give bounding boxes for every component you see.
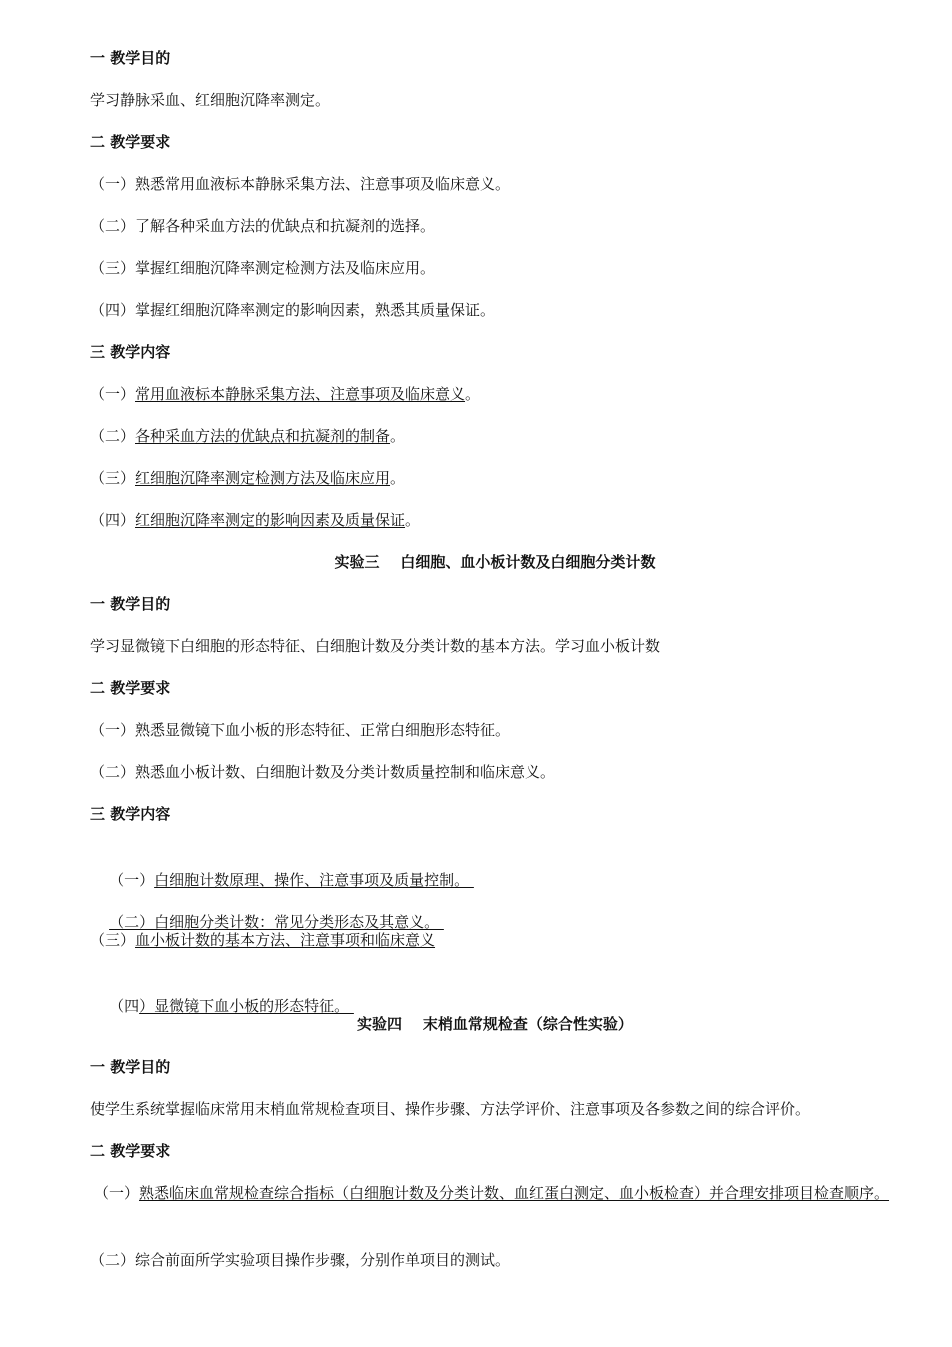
requirement-item: （一）熟悉常用血液标本静脉采集方法、注意事项及临床意义。: [90, 175, 511, 193]
content-item-prefix: （一）: [109, 871, 155, 889]
requirement-item: （一）熟悉显微镜下血小板的形态特征、正常白细胞形态特征。: [90, 721, 511, 739]
content-item: [90, 382, 480, 406]
content-item-prefix: （二）: [90, 427, 136, 445]
requirement-item: （二）了解各种采血方法的优缺点和抗凝剂的选择。: [90, 217, 436, 235]
content-item: [90, 844, 474, 889]
requirement-heading: 二 教学要求: [90, 133, 171, 151]
objective-heading: 一 教学目的: [90, 1058, 171, 1076]
content-item-text: 常用血液标本静脉采集方法、注意事项及临床意义: [135, 385, 466, 403]
objective-heading: 一 教学目的: [90, 49, 171, 67]
content-item-text: 白细胞计数原理、操作、注意事项及质量控制。: [154, 871, 474, 889]
content-item-suffix: 。: [390, 469, 406, 487]
objective-text: 使学生系统掌握临床常用末梢血常规检查项目、操作步骤、方法学评价、注意事项及各参数之间的综合评价。: [90, 1100, 811, 1118]
content-item-text: 各种采血方法的优缺点和抗凝剂的制备: [135, 427, 391, 445]
content-item: [90, 466, 405, 490]
content-item-text: 血小板计数的基本方法、注意事项和临床意义: [135, 931, 436, 949]
content-heading: 三 教学内容: [90, 805, 171, 823]
content-heading: 三 教学内容: [90, 343, 171, 361]
requirement-heading: 二 教学要求: [90, 1142, 171, 1160]
objective-heading: 一 教学目的: [90, 595, 171, 613]
content-item: [90, 424, 405, 448]
content-item-text: ）显微镜下血小板的形态特征。: [139, 997, 354, 1015]
requirement-item: （三）掌握红细胞沉降率测定检测方法及临床应用。: [90, 259, 436, 277]
content-item-prefix: （四）: [90, 511, 136, 529]
content-item-text: 红细胞沉降率测定的影响因素及质量保证: [135, 511, 406, 529]
experiment-4-title: 实验四 末梢血常规检查（综合性实验）: [357, 1015, 633, 1033]
objective-text: 学习显微镜下白细胞的形态特征、白细胞计数及分类计数的基本方法。学习血小板计数: [90, 637, 661, 655]
requirement-item-prefix: （一）: [94, 1184, 140, 1202]
requirement-item-text: 熟悉临床血常规检查综合指标（白细胞计数及分类计数、血红蛋白测定、血小板检查）并合理安排项目检查顺序。: [139, 1184, 890, 1202]
content-item-prefix: （四: [109, 997, 140, 1015]
content-item: [90, 508, 420, 532]
requirement-heading: 二 教学要求: [90, 679, 171, 697]
content-item-prefix: （三）: [90, 469, 136, 487]
content-item-text: 红细胞沉降率测定检测方法及临床应用: [135, 469, 391, 487]
content-item-suffix: 。: [405, 511, 421, 529]
requirement-item: （四）掌握红细胞沉降率测定的影响因素，熟悉其质量保证。: [90, 301, 496, 319]
content-item-suffix: 。: [465, 385, 481, 403]
requirement-item: （二）综合前面所学实验项目操作步骤，分别作单项目的测试。: [90, 1251, 511, 1269]
content-item-prefix: （一）: [90, 385, 136, 403]
content-item: [90, 928, 435, 952]
requirement-item: [56, 1180, 902, 1207]
content-item-suffix: 。: [390, 427, 406, 445]
content-item-text: （二）白细胞分类计数：常见分类形态及其意义。: [109, 913, 444, 931]
requirement-item: （二）熟悉血小板计数、白细胞计数及分类计数质量控制和临床意义。: [90, 763, 556, 781]
content-item: [90, 886, 444, 931]
content-item-prefix: （三）: [90, 931, 136, 949]
objective-text: 学习静脉采血、红细胞沉降率测定。: [90, 91, 331, 109]
content-item: [90, 970, 354, 1015]
experiment-3-title: 实验三 白细胞、血小板计数及白细胞分类计数: [334, 553, 656, 571]
